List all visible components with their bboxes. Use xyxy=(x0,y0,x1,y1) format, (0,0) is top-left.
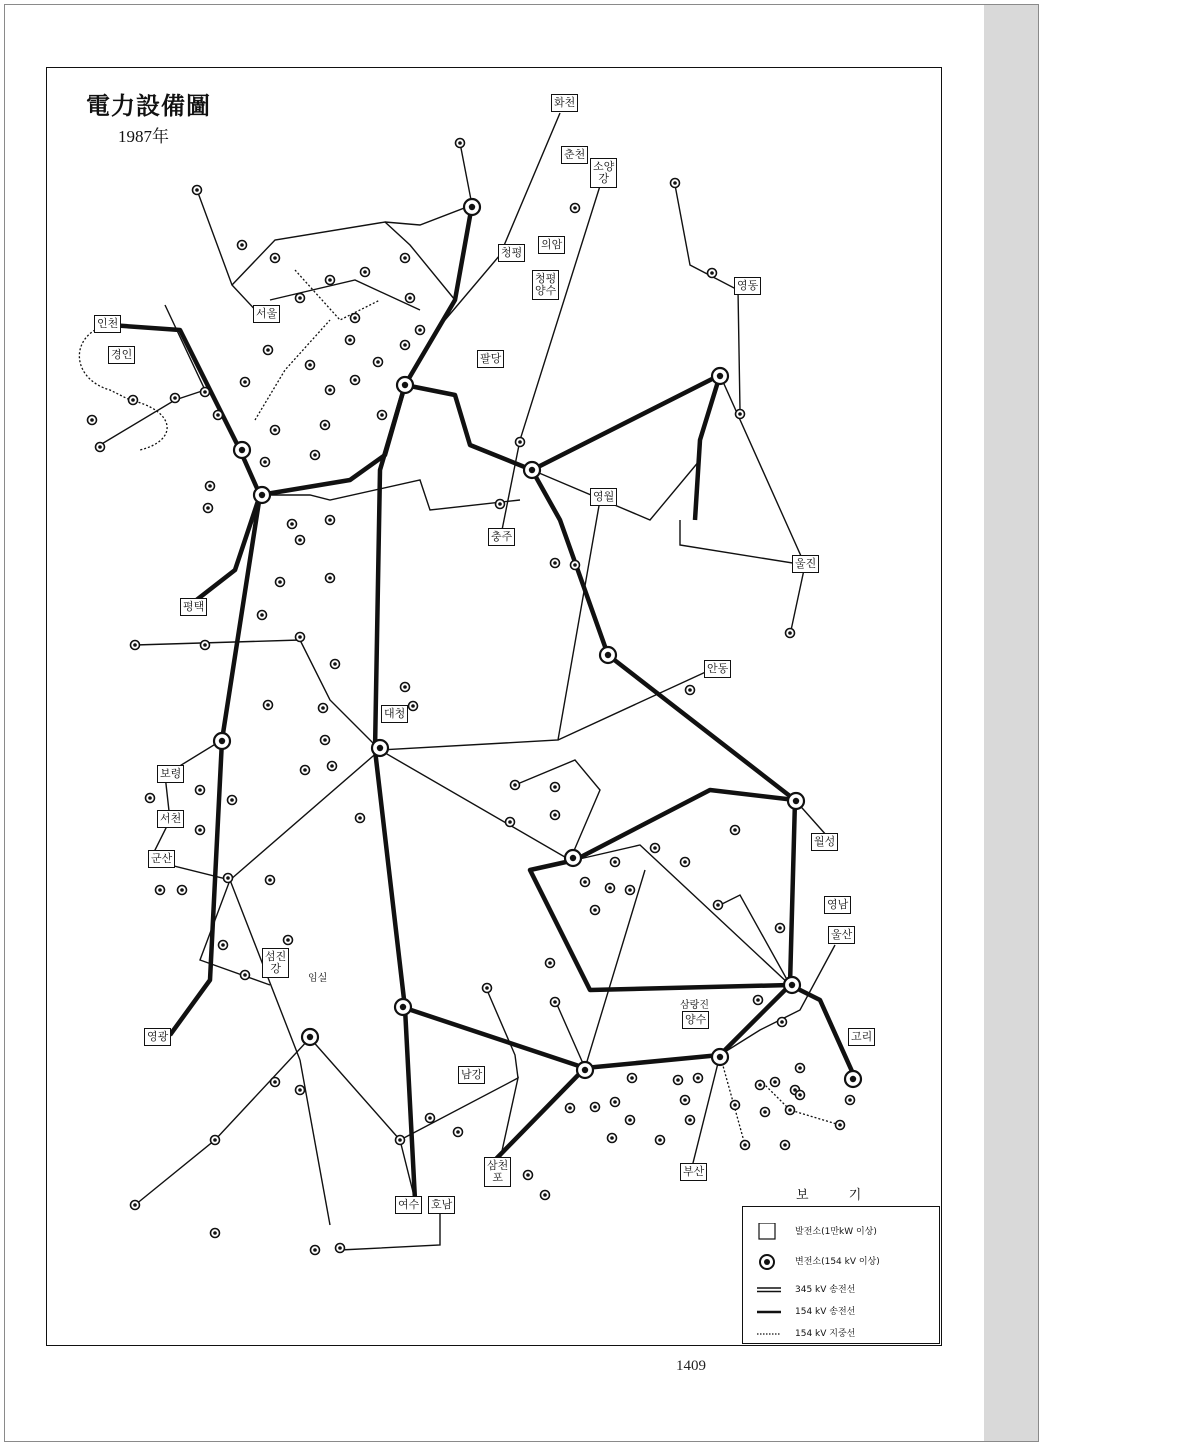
line-345 xyxy=(260,205,472,495)
legend-title: 보 기 xyxy=(796,1188,880,1203)
station-seoul: 서울 xyxy=(253,305,280,323)
station-gyeongin: 경인 xyxy=(108,346,135,364)
line-154 xyxy=(150,740,300,1060)
line-154 xyxy=(487,990,518,1078)
legend-row-345 xyxy=(743,1279,939,1297)
station-gori: 고리 xyxy=(848,1028,875,1046)
map-legend xyxy=(742,1206,940,1344)
station-cheongpyeong-yangsu: 청평 양수 xyxy=(532,270,559,300)
line-154 xyxy=(135,1038,310,1205)
station-seocheon: 서천 xyxy=(157,810,184,828)
station-samcheonpo: 삼천 포 xyxy=(484,1157,511,1187)
station-uljin: 울진 xyxy=(792,555,819,573)
single-line-icon xyxy=(755,1303,785,1321)
line-345 xyxy=(695,375,720,520)
station-namgang: 남강 xyxy=(458,1066,485,1084)
station-cheongpyeong: 청평 xyxy=(498,244,525,262)
double-line-icon xyxy=(755,1281,785,1299)
legend-row-154 xyxy=(743,1301,939,1319)
station-incheon: 인천 xyxy=(94,315,121,333)
line-154 xyxy=(385,143,472,225)
station-hwacheon: 화천 xyxy=(551,94,578,112)
legend-row-substation xyxy=(743,1251,939,1269)
line-154 xyxy=(675,185,740,410)
label-imsil: 임실 xyxy=(308,973,328,984)
line-154 xyxy=(720,895,790,985)
page-number: 1409 xyxy=(676,1358,706,1374)
legend-text: 154 kV 지중선 xyxy=(795,1329,856,1339)
station-seomjingang: 섬진 강 xyxy=(262,948,289,978)
station-uiam: 의암 xyxy=(538,236,565,254)
line-underground xyxy=(255,320,330,420)
station-chuncheon: 춘천 xyxy=(561,146,588,164)
line-154 xyxy=(400,1078,518,1160)
station-pyeongtaek: 평택 xyxy=(180,598,207,616)
line-underground xyxy=(760,1080,840,1125)
line-154 xyxy=(555,870,645,1068)
station-yeongnam: 영남 xyxy=(824,896,851,914)
line-154 xyxy=(135,640,380,750)
legend-row-plant xyxy=(743,1221,939,1239)
line-154 xyxy=(200,750,380,985)
station-samnangjin-yangsu: 양수 xyxy=(682,1011,709,1029)
line-underground xyxy=(720,1055,745,1145)
map-year: 1987年 xyxy=(118,127,169,146)
line-154 xyxy=(300,1060,330,1225)
line-154 xyxy=(232,222,455,300)
station-gunsan: 군산 xyxy=(148,850,175,868)
line-154 xyxy=(380,750,600,860)
station-soyang: 소양 강 xyxy=(590,158,617,188)
station-daecheong: 대청 xyxy=(381,705,408,723)
lines-underground xyxy=(79,270,840,1145)
station-yeongwol: 영월 xyxy=(590,488,617,506)
station-yeosu: 여수 xyxy=(395,1196,422,1214)
square-icon xyxy=(755,1223,781,1241)
legend-row-underground xyxy=(743,1323,939,1341)
line-154 xyxy=(790,565,805,635)
line-154 xyxy=(340,1205,440,1250)
station-wolseong: 월성 xyxy=(811,833,838,851)
line-154 xyxy=(197,190,260,315)
line-345 xyxy=(532,470,795,800)
station-yeongdong: 영동 xyxy=(734,277,761,295)
line-154 xyxy=(260,480,520,510)
station-ulsan: 울산 xyxy=(828,926,855,944)
line-154 xyxy=(500,170,605,540)
station-yeonggwang: 영광 xyxy=(144,1028,171,1046)
dotted-line-icon xyxy=(755,1325,785,1343)
substations-major xyxy=(214,199,861,1087)
legend-text: 345 kV 송전선 xyxy=(795,1285,856,1295)
line-154 xyxy=(270,280,420,310)
legend-text: 154 kV 송전선 xyxy=(795,1307,856,1317)
station-andong: 안동 xyxy=(704,660,731,678)
line-345 xyxy=(495,1068,585,1160)
line-345 xyxy=(530,860,790,990)
station-busan: 부산 xyxy=(680,1163,707,1181)
substations-minor xyxy=(88,139,855,1255)
line-154 xyxy=(558,670,710,740)
substation-icon xyxy=(755,1253,781,1271)
station-chungju: 충주 xyxy=(488,528,515,546)
line-154 xyxy=(310,1038,415,1200)
station-paldang: 팔당 xyxy=(477,350,504,368)
line-underground xyxy=(295,270,380,320)
station-boryeong: 보령 xyxy=(157,765,184,783)
line-154 xyxy=(690,1055,720,1175)
label-samnangjin: 삼랑진 xyxy=(680,1000,709,1011)
legend-text: 발전소(1만kW 이상) xyxy=(795,1227,877,1237)
line-345 xyxy=(375,385,415,1200)
line-345 xyxy=(405,375,720,470)
map-title: 電力設備圖 xyxy=(86,91,211,120)
station-honam: 호남 xyxy=(428,1196,455,1214)
legend-text: 변전소(154 kV 이상) xyxy=(795,1257,880,1267)
